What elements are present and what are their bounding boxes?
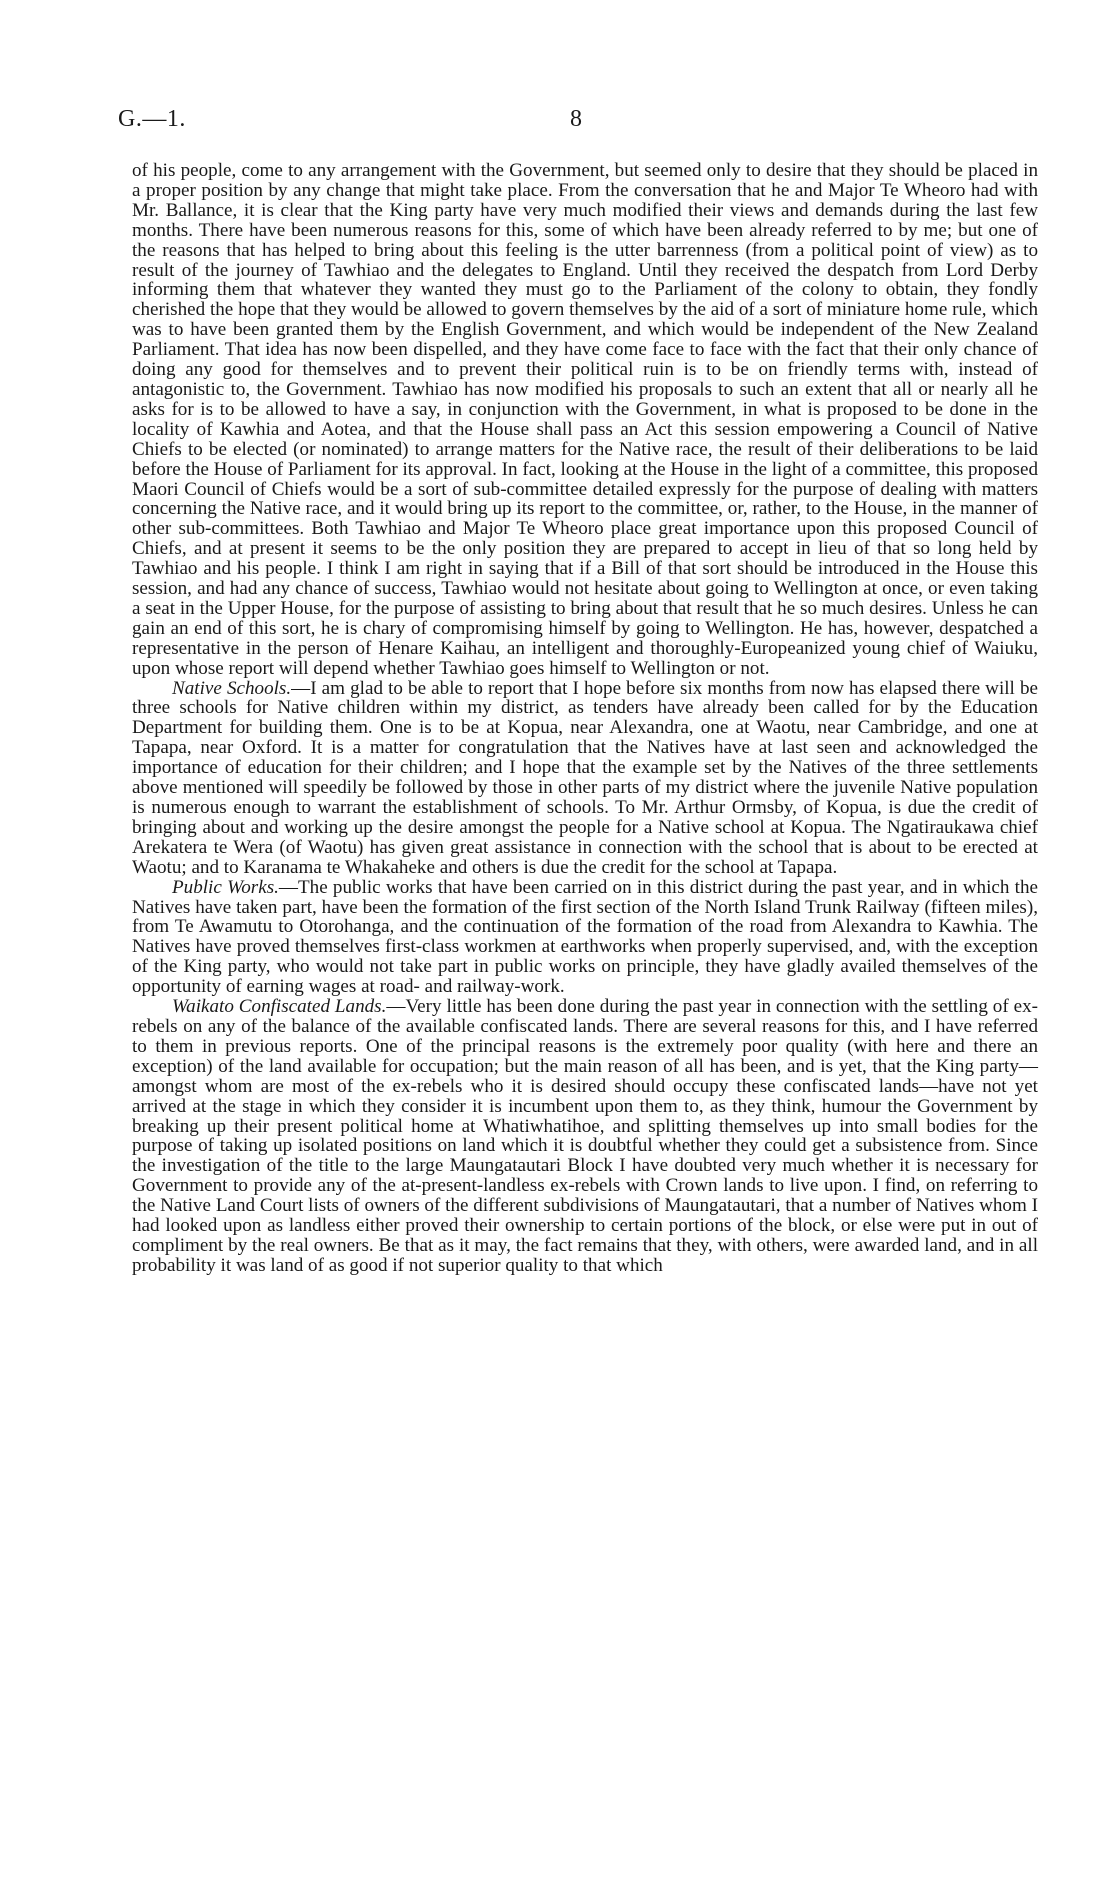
paragraph-text: —The public works that have been carried on in this district during the past year, and in which the Natives have taken part, have been the formation of the first section of the North Island Trunk Railway (fifteen miles), from Te Awamutu to Otorohanga, and the continuation of the formation of the road from Alexandra to Kawhia. The Natives have proved themselves first-class workmen at earthworks when properly supervised, and, with the exception of the King party, who would not take part in public works on principle, they have gladly availed themselves of the opportunity of earning wages at road- and railway-work. bbox=[132, 876, 1038, 998]
section-heading: Waikato Confiscated Lands. bbox=[172, 996, 387, 1018]
section-heading: Native Schools. bbox=[172, 677, 292, 699]
paragraph-text: of his people, come to any arrangement with the Government, but seemed only to desire that they should be placed in a proper position by any change that might take place. From the conversation that he and Major Te Wheoro had with Mr. Ballance, it is clear that the King party have very much modified their views and demands during the last few months. There have been numerous reasons for this, some of which have been already referred to by me; but one of the reasons that has helped to bring about this feeling is the utter barrenness (from a political point of view) as to result of the journey of Tawhiao and the delegates to England. Until they received the despatch from Lord Derby informing them that whatever they wanted they must go to the Parliament of the colony to obtain, they fondly cherished the hope that they would be allowed to govern themselves by the aid of a sort of miniature home rule, which was to have been granted them by the English Government, and which would be independent of the New Zealand Parliament. That idea has now been dispelled, and they have come face to face with the fact that their only chance of doing any good for themselves and to prevent their political ruin is to be on friendly terms with, instead of antagonistic to, the Government. Tawhiao has now modified his proposals to such an extent that all or nearly all he asks for is to be allowed to have a say, in conjunction with the Government, in what is proposed to be done in the locality of Kawhia and Aotea, and that the House shall pass an Act this session empowering a Council of Native Chiefs to be elected (or nominated) to arrange matters for the Native race, the result of their deliberations to be laid before the House of Parliament for its approval. In fact, looking at the House in the light of a committee, this proposed Maori Council of Chiefs would be a sort of sub-committee detailed expressly for the purpose of dealing with matters concerning the Native race, and it would bring up its report to the committee, or, rather, to the House, in the manner of other sub-committees. Both Tawhiao and Major Te Wheoro place great importance upon this proposed Council of Chiefs, and at present it seems to be the only position they are prepared to accept in lieu of that so long held by Tawhiao and his people. I think I am right in saying that if a Bill of that sort should be introduced in the House this session, and had any chance of success, Tawhiao would not hesitate about going to Wellington at once, or even taking a seat in the Upper House, for the purpose of assisting to bring about that result that he so much desires. Unless he can gain an end of this sort, he is chary of compromising himself by going to Wellington. He has, however, despatched a representative in the person of Henare Kaihau, an intelligent and thoroughly-Europeanized young chief of Waiuku, upon whose report will depend whether Tawhiao goes himself to Wellington or not. bbox=[132, 160, 1038, 679]
paragraph-text: —I am glad to be able to report that I hope before six months from now has elapsed there will be three schools for Native children within my district, as tenders have already been called for by the Education Department for building them. One is to be at Kopua, near Alexandra, one at Waotu, near Cambridge, and one at Tapapa, near Oxford. It is a matter for congratulation that the Natives have at last seen and acknowledged the importance of education for their children; and I hope that the example set by the Natives of the three settlements above mentioned will speedily be followed by those in other parts of my district where the juvenile Native population is numerous enough to warrant the establishment of schools. To Mr. Arthur Ormsby, of Kopua, is due the credit of bringing about and working up the desire amongst the people for a Native school at Kopua. The Ngatiraukawa chief Arekatera te Wera (of Waotu) has given great assistance in connection with the school that is about to be erected at Waotu; and to Karanama te Whakaheke and others is due the credit for the school at Tapapa. bbox=[132, 677, 1038, 878]
page-number: 8 bbox=[570, 106, 582, 132]
body-text bbox=[132, 161, 1038, 1276]
paragraph-waikato-confiscated-lands bbox=[132, 997, 1038, 1276]
paragraph-text: —Very little has been done during the past year in connection with the settling of ex-rebels on any of the balance of the available confiscated lands. There are several reasons for this, and I have referred to them in previous reports. One of the principal reasons is the extremely poor quality (with here and there an exception) of the land available for occupation; but the main reason of all has been, and is yet, that the King party—amongst whom are most of the ex-rebels who it is desired should occupy these confiscated lands—have not yet arrived at the stage in which they consider it is incumbent upon them to, as they think, humour the Government by breaking up their present political home at Whatiwhatihoe, and splitting themselves up into small bodies for the purpose of taking up isolated positions on land which it is doubtful whether they could get a subsistence from. Since the investigation of the title to the large Maungatautari Block I have doubted very much whether it is necessary for Government to provide any of the at-present-landless ex-rebels with Crown lands to live upon. I find, on referring to the Native Land Court lists of owners of the different subdivisions of Maungatautari, that a number of Natives whom I had looked upon as landless either proved their ownership to certain portions of the block, or else were put in out of compliment by the real owners. Be that as it may, the fact remains that they, with others, were awarded land, and in all probability it was land of as good if not superior quality to that which bbox=[132, 996, 1038, 1276]
paragraph-native-schools bbox=[132, 679, 1038, 878]
section-heading: Public Works. bbox=[172, 876, 279, 898]
paragraph-continuation bbox=[132, 161, 1038, 679]
document-reference: G.—1. bbox=[118, 106, 186, 132]
page-header bbox=[118, 106, 1038, 136]
paragraph-public-works bbox=[132, 878, 1038, 997]
